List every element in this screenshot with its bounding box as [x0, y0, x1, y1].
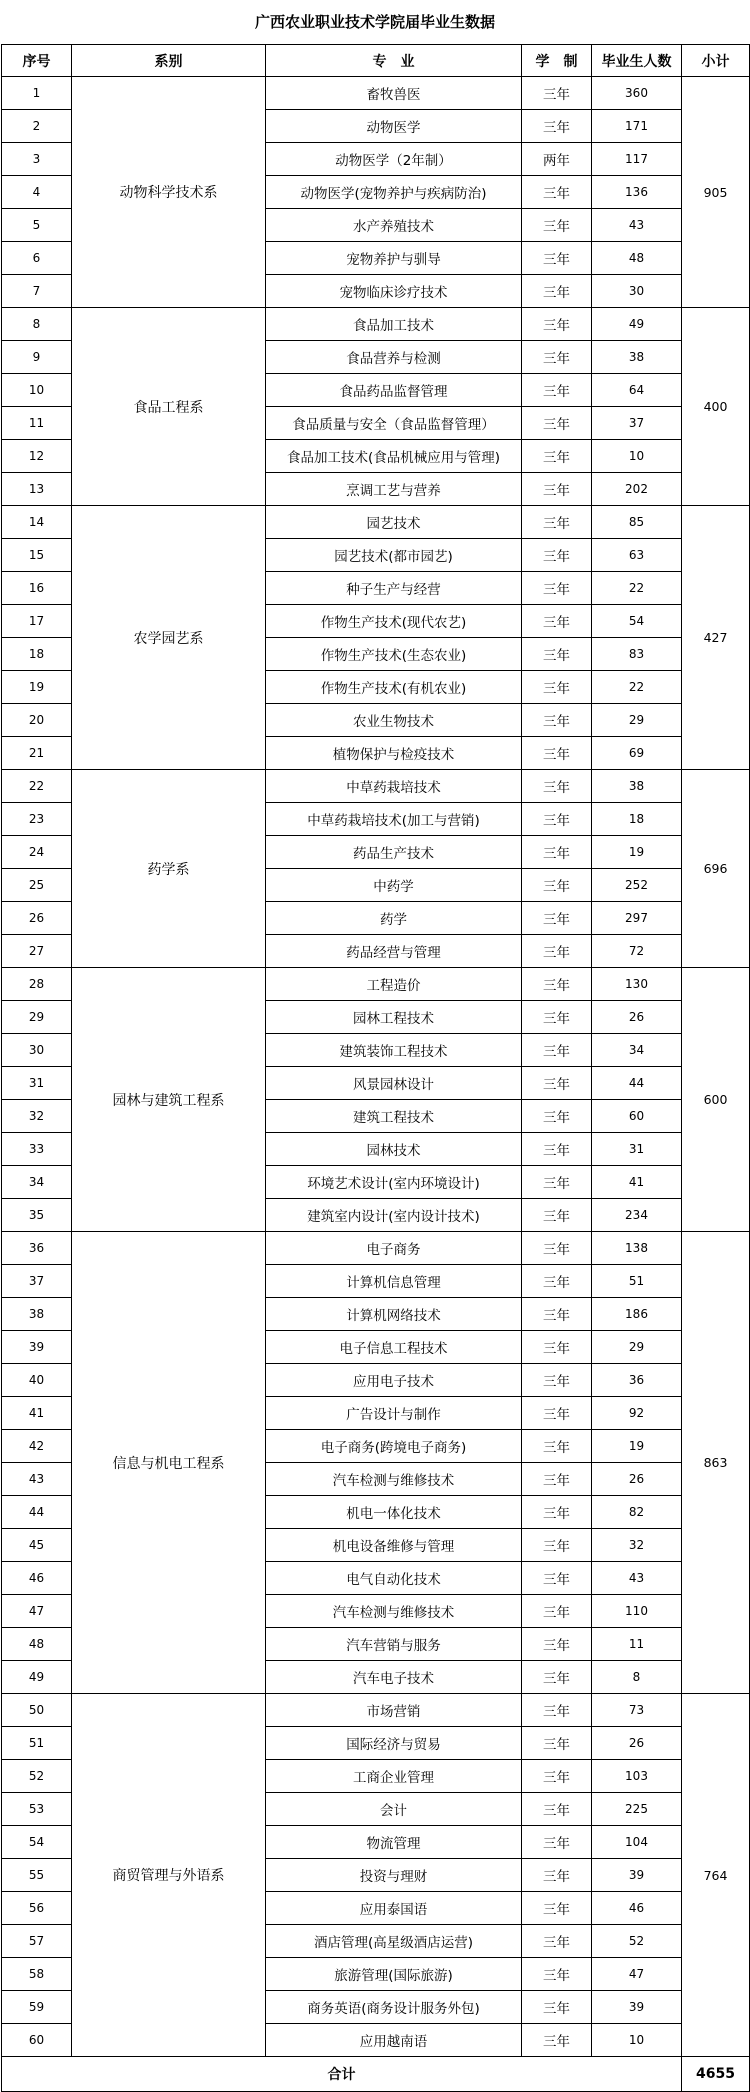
row-index: 45: [2, 1529, 72, 1562]
major-name: 动物医学(宠物养护与疾病防治): [266, 176, 522, 209]
row-index: 35: [2, 1199, 72, 1232]
duration: 三年: [522, 1166, 592, 1199]
duration: 三年: [522, 2024, 592, 2057]
duration: 三年: [522, 1232, 592, 1265]
header-department: 系别: [72, 45, 266, 77]
row-index: 24: [2, 836, 72, 869]
row-index: 16: [2, 572, 72, 605]
major-name: 农业生物技术: [266, 704, 522, 737]
row-index: 50: [2, 1694, 72, 1727]
duration: 三年: [522, 1562, 592, 1595]
duration: 三年: [522, 1100, 592, 1133]
graduate-count: 82: [592, 1496, 682, 1529]
major-name: 植物保护与检疫技术: [266, 737, 522, 770]
row-index: 21: [2, 737, 72, 770]
graduate-count: 49: [592, 308, 682, 341]
graduate-count: 10: [592, 2024, 682, 2057]
graduate-count: 104: [592, 1826, 682, 1859]
row-index: 20: [2, 704, 72, 737]
graduate-count: 297: [592, 902, 682, 935]
graduate-count: 60: [592, 1100, 682, 1133]
row-index: 59: [2, 1991, 72, 2024]
duration: 三年: [522, 902, 592, 935]
major-name: 商务英语(商务设计服务外包): [266, 1991, 522, 2024]
row-index: 1: [2, 77, 72, 110]
duration: 三年: [522, 275, 592, 308]
major-name: 药学: [266, 902, 522, 935]
graduate-count: 22: [592, 671, 682, 704]
total-value: 4655: [682, 2057, 750, 2092]
graduate-count: 18: [592, 803, 682, 836]
major-name: 风景园林设计: [266, 1067, 522, 1100]
major-name: 园艺技术(都市园艺): [266, 539, 522, 572]
graduate-count: 41: [592, 1166, 682, 1199]
graduate-count: 117: [592, 143, 682, 176]
row-index: 48: [2, 1628, 72, 1661]
major-name: 环境艺术设计(室内环境设计): [266, 1166, 522, 1199]
department-name: 商贸管理与外语系: [72, 1694, 266, 2057]
row-index: 12: [2, 440, 72, 473]
graduate-count: 92: [592, 1397, 682, 1430]
major-name: 作物生产技术(现代农艺): [266, 605, 522, 638]
major-name: 工商企业管理: [266, 1760, 522, 1793]
row-index: 14: [2, 506, 72, 539]
major-name: 汽车检测与维修技术: [266, 1595, 522, 1628]
graduate-count: 85: [592, 506, 682, 539]
department-name: 动物科学技术系: [72, 77, 266, 308]
duration: 三年: [522, 1298, 592, 1331]
graduate-count: 234: [592, 1199, 682, 1232]
graduate-count: 39: [592, 1859, 682, 1892]
duration: 三年: [522, 242, 592, 275]
page-title: 广西农业职业技术学院届毕业生数据: [254, 13, 495, 31]
row-index: 26: [2, 902, 72, 935]
row-index: 15: [2, 539, 72, 572]
duration: 三年: [522, 539, 592, 572]
duration: 三年: [522, 1892, 592, 1925]
row-index: 13: [2, 473, 72, 506]
table-row: [2, 968, 750, 1001]
duration: 三年: [522, 1628, 592, 1661]
graduate-count: 31: [592, 1133, 682, 1166]
duration: 三年: [522, 1133, 592, 1166]
row-index: 25: [2, 869, 72, 902]
duration: 三年: [522, 1991, 592, 2024]
row-index: 52: [2, 1760, 72, 1793]
department-subtotal: 600: [682, 968, 750, 1232]
graduate-count: 26: [592, 1727, 682, 1760]
graduate-count: 110: [592, 1595, 682, 1628]
major-name: 宠物养护与驯导: [266, 242, 522, 275]
graduate-count: 44: [592, 1067, 682, 1100]
major-name: 药品经营与管理: [266, 935, 522, 968]
major-name: 汽车营销与服务: [266, 1628, 522, 1661]
major-name: 汽车电子技术: [266, 1661, 522, 1694]
row-index: 29: [2, 1001, 72, 1034]
major-name: 会计: [266, 1793, 522, 1826]
table-body: [2, 77, 750, 2057]
header-duration: 学 制: [522, 45, 592, 77]
row-index: 33: [2, 1133, 72, 1166]
graduate-count: 19: [592, 1430, 682, 1463]
header-major: 专 业: [266, 45, 522, 77]
row-index: 4: [2, 176, 72, 209]
table-row: [2, 506, 750, 539]
major-name: 电子信息工程技术: [266, 1331, 522, 1364]
major-name: 国际经济与贸易: [266, 1727, 522, 1760]
row-index: 5: [2, 209, 72, 242]
row-index: 3: [2, 143, 72, 176]
row-index: 58: [2, 1958, 72, 1991]
row-index: 9: [2, 341, 72, 374]
major-name: 水产养殖技术: [266, 209, 522, 242]
major-name: 食品加工技术(食品机械应用与管理): [266, 440, 522, 473]
duration: 三年: [522, 968, 592, 1001]
duration: 三年: [522, 1826, 592, 1859]
row-index: 57: [2, 1925, 72, 1958]
major-name: 畜牧兽医: [266, 77, 522, 110]
row-index: 18: [2, 638, 72, 671]
major-name: 动物医学: [266, 110, 522, 143]
duration: 三年: [522, 935, 592, 968]
row-index: 41: [2, 1397, 72, 1430]
major-name: 食品营养与检测: [266, 341, 522, 374]
duration: 三年: [522, 1265, 592, 1298]
graduate-count: 54: [592, 605, 682, 638]
table-row: [2, 770, 750, 803]
graduate-count: 136: [592, 176, 682, 209]
major-name: 汽车检测与维修技术: [266, 1463, 522, 1496]
row-index: 44: [2, 1496, 72, 1529]
major-name: 市场营销: [266, 1694, 522, 1727]
major-name: 食品药品监督管理: [266, 374, 522, 407]
department-name: 药学系: [72, 770, 266, 968]
total-label: 合计: [2, 2057, 682, 2092]
duration: 三年: [522, 110, 592, 143]
row-index: 30: [2, 1034, 72, 1067]
duration: 三年: [522, 1595, 592, 1628]
graduate-count: 103: [592, 1760, 682, 1793]
graduate-count: 32: [592, 1529, 682, 1562]
graduate-count: 63: [592, 539, 682, 572]
major-name: 工程造价: [266, 968, 522, 1001]
graduate-count: 26: [592, 1001, 682, 1034]
row-index: 11: [2, 407, 72, 440]
duration: 三年: [522, 209, 592, 242]
table-row: [2, 1232, 750, 1265]
major-name: 中草药栽培技术(加工与营销): [266, 803, 522, 836]
row-index: 10: [2, 374, 72, 407]
graduate-count: 34: [592, 1034, 682, 1067]
graduate-count: 73: [592, 1694, 682, 1727]
row-index: 54: [2, 1826, 72, 1859]
row-index: 22: [2, 770, 72, 803]
row-index: 34: [2, 1166, 72, 1199]
major-name: 中草药栽培技术: [266, 770, 522, 803]
duration: 三年: [522, 1760, 592, 1793]
graduate-count: 10: [592, 440, 682, 473]
department-subtotal: 696: [682, 770, 750, 968]
header-graduates: 毕业生人数: [592, 45, 682, 77]
row-index: 38: [2, 1298, 72, 1331]
duration: 三年: [522, 704, 592, 737]
major-name: 食品质量与安全（食品监督管理）: [266, 407, 522, 440]
duration: 三年: [522, 869, 592, 902]
graduate-count: 225: [592, 1793, 682, 1826]
graduate-count: 252: [592, 869, 682, 902]
row-index: 2: [2, 110, 72, 143]
major-name: 电气自动化技术: [266, 1562, 522, 1595]
table-row: [2, 308, 750, 341]
graduate-count: 46: [592, 1892, 682, 1925]
row-index: 32: [2, 1100, 72, 1133]
graduate-data-table: [1, 44, 750, 2092]
graduate-count: 360: [592, 77, 682, 110]
row-index: 56: [2, 1892, 72, 1925]
row-index: 49: [2, 1661, 72, 1694]
header-row: [2, 45, 750, 77]
graduate-count: 22: [592, 572, 682, 605]
major-name: 电子商务(跨境电子商务): [266, 1430, 522, 1463]
duration: 三年: [522, 308, 592, 341]
department-subtotal: 905: [682, 77, 750, 308]
row-index: 55: [2, 1859, 72, 1892]
row-index: 19: [2, 671, 72, 704]
graduate-count: 171: [592, 110, 682, 143]
row-index: 6: [2, 242, 72, 275]
duration: 三年: [522, 1034, 592, 1067]
duration: 三年: [522, 1331, 592, 1364]
row-index: 43: [2, 1463, 72, 1496]
major-name: 烹调工艺与营养: [266, 473, 522, 506]
duration: 三年: [522, 737, 592, 770]
major-name: 广告设计与制作: [266, 1397, 522, 1430]
graduate-count: 202: [592, 473, 682, 506]
graduate-count: 39: [592, 1991, 682, 2024]
major-name: 园林工程技术: [266, 1001, 522, 1034]
row-index: 47: [2, 1595, 72, 1628]
row-index: 23: [2, 803, 72, 836]
row-index: 27: [2, 935, 72, 968]
row-index: 60: [2, 2024, 72, 2057]
major-name: 建筑装饰工程技术: [266, 1034, 522, 1067]
duration: 三年: [522, 1496, 592, 1529]
department-subtotal: 427: [682, 506, 750, 770]
major-name: 计算机信息管理: [266, 1265, 522, 1298]
major-name: 酒店管理(高星级酒店运营): [266, 1925, 522, 1958]
major-name: 园林技术: [266, 1133, 522, 1166]
department-name: 园林与建筑工程系: [72, 968, 266, 1232]
duration: 三年: [522, 77, 592, 110]
duration: 三年: [522, 1529, 592, 1562]
major-name: 投资与理财: [266, 1859, 522, 1892]
graduate-count: 64: [592, 374, 682, 407]
graduate-count: 130: [592, 968, 682, 1001]
duration: 三年: [522, 1199, 592, 1232]
graduate-count: 43: [592, 1562, 682, 1595]
duration: 三年: [522, 374, 592, 407]
major-name: 机电设备维修与管理: [266, 1529, 522, 1562]
major-name: 建筑工程技术: [266, 1100, 522, 1133]
duration: 三年: [522, 1001, 592, 1034]
major-name: 计算机网络技术: [266, 1298, 522, 1331]
graduate-count: 138: [592, 1232, 682, 1265]
duration: 三年: [522, 572, 592, 605]
graduate-count: 83: [592, 638, 682, 671]
duration: 三年: [522, 836, 592, 869]
major-name: 宠物临床诊疗技术: [266, 275, 522, 308]
duration: 三年: [522, 1727, 592, 1760]
major-name: 作物生产技术(生态农业): [266, 638, 522, 671]
row-index: 53: [2, 1793, 72, 1826]
graduate-count: 47: [592, 1958, 682, 1991]
duration: 三年: [522, 1463, 592, 1496]
row-index: 36: [2, 1232, 72, 1265]
major-name: 旅游管理(国际旅游): [266, 1958, 522, 1991]
duration: 三年: [522, 1925, 592, 1958]
duration: 三年: [522, 638, 592, 671]
row-index: 51: [2, 1727, 72, 1760]
major-name: 作物生产技术(有机农业): [266, 671, 522, 704]
major-name: 应用电子技术: [266, 1364, 522, 1397]
major-name: 园艺技术: [266, 506, 522, 539]
row-index: 37: [2, 1265, 72, 1298]
department-subtotal: 764: [682, 1694, 750, 2057]
row-index: 17: [2, 605, 72, 638]
row-index: 42: [2, 1430, 72, 1463]
duration: 三年: [522, 605, 592, 638]
graduate-count: 69: [592, 737, 682, 770]
row-index: 46: [2, 1562, 72, 1595]
duration: 三年: [522, 803, 592, 836]
department-subtotal: 400: [682, 308, 750, 506]
header-index: 序号: [2, 45, 72, 77]
duration: 三年: [522, 1958, 592, 1991]
graduate-count: 38: [592, 770, 682, 803]
graduate-count: 19: [592, 836, 682, 869]
duration: 三年: [522, 407, 592, 440]
graduate-count: 29: [592, 704, 682, 737]
duration: 三年: [522, 770, 592, 803]
major-name: 电子商务: [266, 1232, 522, 1265]
duration: 三年: [522, 1793, 592, 1826]
duration: 三年: [522, 1694, 592, 1727]
major-name: 建筑室内设计(室内设计技术): [266, 1199, 522, 1232]
duration: 两年: [522, 143, 592, 176]
duration: 三年: [522, 1397, 592, 1430]
row-index: 40: [2, 1364, 72, 1397]
graduate-count: 29: [592, 1331, 682, 1364]
duration: 三年: [522, 1661, 592, 1694]
row-index: 39: [2, 1331, 72, 1364]
table-row: [2, 1694, 750, 1727]
department-name: 信息与机电工程系: [72, 1232, 266, 1694]
graduate-count: 30: [592, 275, 682, 308]
department-name: 食品工程系: [72, 308, 266, 506]
row-index: 31: [2, 1067, 72, 1100]
major-name: 应用泰国语: [266, 1892, 522, 1925]
total-row: [2, 2057, 750, 2092]
graduate-count: 72: [592, 935, 682, 968]
duration: 三年: [522, 506, 592, 539]
graduate-count: 8: [592, 1661, 682, 1694]
department-name: 农学园艺系: [72, 506, 266, 770]
row-index: 28: [2, 968, 72, 1001]
table-row: [2, 77, 750, 110]
major-name: 药品生产技术: [266, 836, 522, 869]
duration: 三年: [522, 1430, 592, 1463]
duration: 三年: [522, 440, 592, 473]
duration: 三年: [522, 1364, 592, 1397]
department-subtotal: 863: [682, 1232, 750, 1694]
header-subtotal: 小计: [682, 45, 750, 77]
graduate-count: 37: [592, 407, 682, 440]
duration: 三年: [522, 176, 592, 209]
duration: 三年: [522, 671, 592, 704]
row-index: 7: [2, 275, 72, 308]
graduate-count: 43: [592, 209, 682, 242]
graduate-count: 11: [592, 1628, 682, 1661]
graduate-count: 186: [592, 1298, 682, 1331]
row-index: 8: [2, 308, 72, 341]
duration: 三年: [522, 1859, 592, 1892]
duration: 三年: [522, 473, 592, 506]
duration: 三年: [522, 1067, 592, 1100]
duration: 三年: [522, 341, 592, 374]
major-name: 中药学: [266, 869, 522, 902]
graduate-count: 51: [592, 1265, 682, 1298]
major-name: 动物医学（2年制）: [266, 143, 522, 176]
major-name: 种子生产与经营: [266, 572, 522, 605]
graduate-count: 48: [592, 242, 682, 275]
major-name: 食品加工技术: [266, 308, 522, 341]
major-name: 应用越南语: [266, 2024, 522, 2057]
graduate-count: 26: [592, 1463, 682, 1496]
graduate-count: 36: [592, 1364, 682, 1397]
graduate-count: 52: [592, 1925, 682, 1958]
major-name: 物流管理: [266, 1826, 522, 1859]
major-name: 机电一体化技术: [266, 1496, 522, 1529]
graduate-count: 38: [592, 341, 682, 374]
